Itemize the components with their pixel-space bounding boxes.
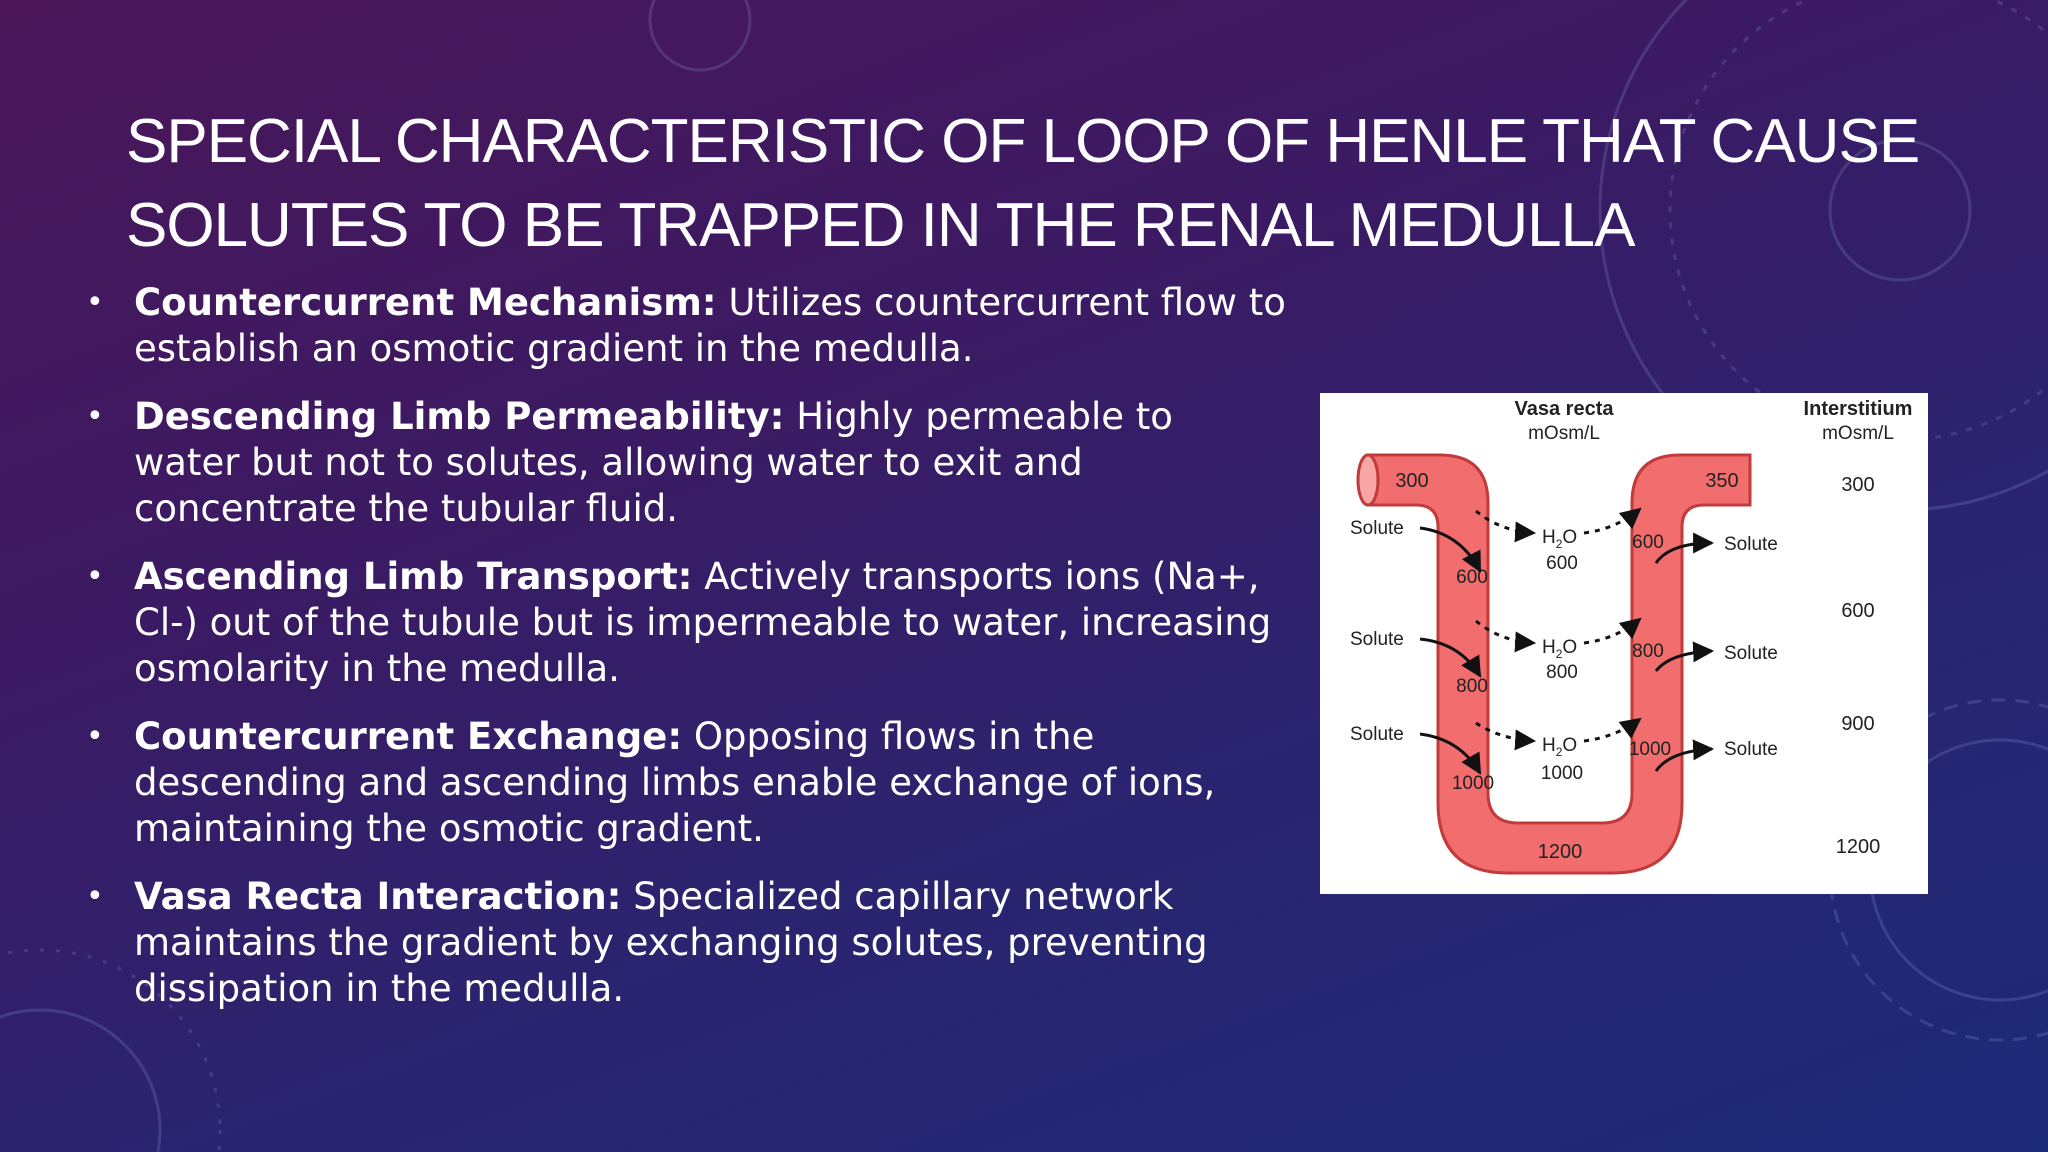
bullet-list — [86, 280, 1286, 1034]
outlet-value: 350 — [1705, 470, 1739, 492]
bullet-countercurrent-mechanism — [86, 280, 1286, 372]
descending-value: 800 — [1456, 676, 1488, 697]
interstitium-value: 900 — [1841, 713, 1875, 735]
center-value: 1000 — [1540, 763, 1584, 784]
bullet-dot-icon: • — [86, 879, 104, 914]
bullet-dot-icon: • — [86, 285, 104, 320]
svg-text:H2O: $H_2O$ — [1542, 735, 1578, 759]
solute-label: Solute — [1350, 629, 1404, 650]
bullet-term: Countercurrent Exchange: — [134, 715, 683, 758]
bullet-text: Actively transports ions (Na+, Cl-) out of the tubule but is impermeable to water, increasing osmolarity in the medulla. — [134, 555, 1272, 690]
interstitium-title: Interstitium — [1803, 398, 1913, 420]
bullet-term: Descending Limb Permeability: — [134, 395, 785, 438]
inlet-value: 300 — [1395, 470, 1429, 492]
svg-text:H2O: $H_2O$ — [1542, 527, 1578, 551]
slide-title — [126, 100, 1920, 268]
ascending-value: 1000 — [1628, 739, 1672, 760]
interstitium-value: 1200 — [1835, 836, 1881, 858]
bullet-vasa-recta — [86, 874, 1286, 1012]
bullet-term: Vasa Recta Interaction: — [134, 875, 622, 918]
vasa-recta-svg — [1320, 393, 1928, 894]
interstitium-value: 600 — [1841, 600, 1875, 622]
bullet-text: Specialized capillary network maintains the gradient by exchanging solutes, preventing dissipation in the medulla. — [134, 875, 1208, 1010]
bullet-countercurrent-exchange — [86, 714, 1286, 852]
title-line-1: SPECIAL CHARACTERISTIC OF LOOP OF HENLE THAT CAUSE — [126, 107, 1920, 176]
solute-label: Solute — [1350, 518, 1404, 539]
ascending-value: 600 — [1632, 532, 1664, 553]
interstitium-value: 300 — [1841, 474, 1875, 496]
descending-value: 1000 — [1451, 773, 1495, 794]
water-label — [1542, 527, 1577, 551]
bullet-dot-icon: • — [86, 559, 104, 594]
bottom-value: 1200 — [1537, 841, 1583, 863]
water-label — [1542, 735, 1577, 759]
svg-text:H2O: $H_2O$ — [1542, 637, 1578, 661]
ascending-value: 800 — [1632, 641, 1664, 662]
solute-label: Solute — [1724, 739, 1778, 760]
bullet-descending-limb — [86, 394, 1286, 532]
bullet-dot-icon: • — [86, 719, 104, 754]
bullet-term: Countercurrent Mechanism: — [134, 281, 717, 324]
bullet-dot-icon: • — [86, 399, 104, 434]
center-value: 600 — [1546, 553, 1578, 574]
center-value: 800 — [1546, 662, 1578, 683]
solute-label: Solute — [1724, 643, 1778, 664]
vessel-opening — [1358, 455, 1378, 505]
vasa-recta-unit: mOsm/L — [1528, 423, 1600, 444]
vasa-recta-diagram — [1320, 393, 1928, 894]
interstitium-unit: mOsm/L — [1822, 423, 1894, 444]
descending-value: 600 — [1456, 567, 1488, 588]
bullet-ascending-limb — [86, 554, 1286, 692]
solute-label: Solute — [1724, 534, 1778, 555]
solute-label: Solute — [1350, 724, 1404, 745]
bullet-term: Ascending Limb Transport: — [134, 555, 693, 598]
bullet-text: Highly permeable to water but not to solutes, allowing water to exit and concentrate the tubular fluid. — [134, 395, 1173, 530]
bullet-text: Opposing flows in the descending and ascending limbs enable exchange of ions, maintaining the osmotic gradient. — [134, 715, 1216, 850]
title-line-2: SOLUTES TO BE TRAPPED IN THE RENAL MEDULLA — [126, 191, 1635, 260]
water-label — [1542, 637, 1577, 661]
bullet-text: Utilizes countercurrent flow to establish an osmotic gradient in the medulla. — [134, 281, 1286, 370]
vasa-recta-title: Vasa recta — [1514, 398, 1614, 420]
